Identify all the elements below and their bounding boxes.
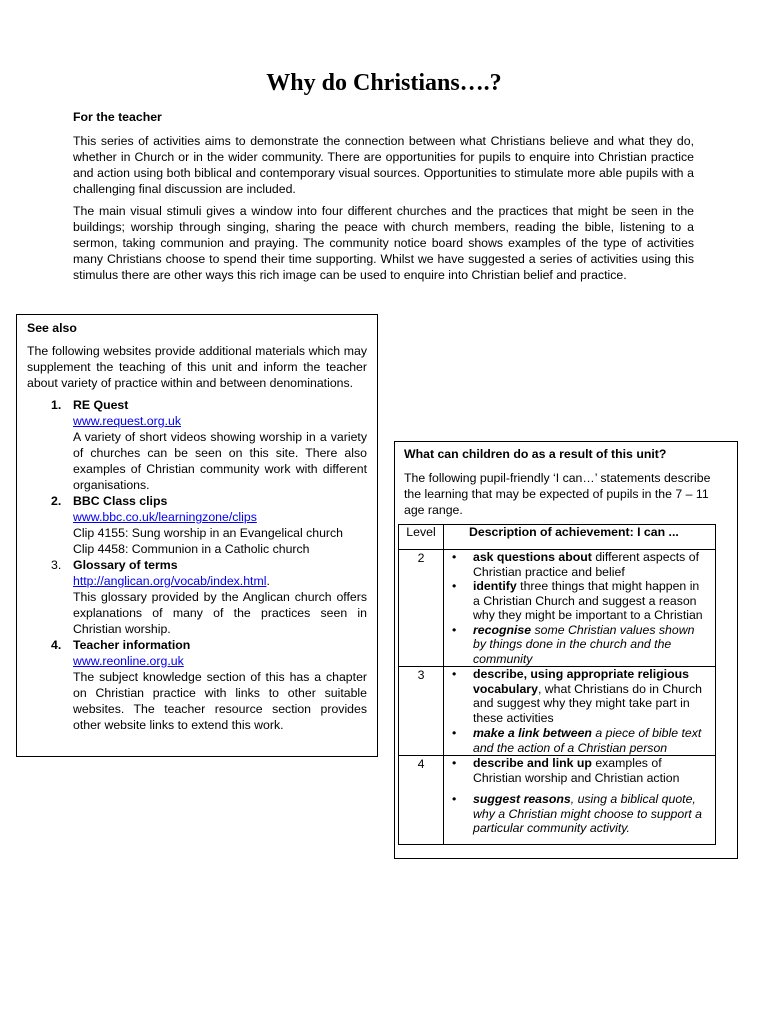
resource-item — [27, 493, 367, 557]
clip-line: Clip 4458: Communion in a Catholic church — [73, 542, 310, 556]
level-cell: 4 — [399, 756, 444, 845]
resource-name: Glossary of terms — [73, 558, 178, 572]
achievement-table — [398, 524, 716, 845]
resource-number: 3. — [51, 558, 62, 572]
level-cell: 3 — [399, 667, 444, 756]
see-also-box — [16, 314, 378, 757]
resource-name: RE Quest — [73, 398, 129, 412]
resource-link[interactable]: www.request.org.uk — [73, 414, 181, 428]
resource-list — [27, 397, 367, 733]
resource-link[interactable]: www.reonline.org.uk — [73, 654, 184, 668]
description-cell — [444, 550, 716, 667]
resource-item — [27, 557, 367, 637]
resource-description: The subject knowledge section of this has a chapter on Christian practice with links to other suitable websites. The teacher resource section provides other website links to extend this work. — [73, 670, 367, 732]
teacher-paragraph-2: The main visual stimuli gives a window into four different churches and the practices that might be seen in the buildings; worship through singing, sharing the peace with church members, reading the bible, listening to a sermon, taking communion and praying. The community notice board shows examples of the type of activities many Christians choose to spend their time supporting. Whilst we have suggested a series of activities using this stimulus there are other ways this rich image can be used to enquire into Christian belief and practice. — [73, 204, 694, 282]
teacher-section — [73, 109, 694, 289]
achievement-bullet: • ask questions about different aspects of Christian practice and belief — [444, 550, 715, 579]
see-also-heading: See also — [27, 321, 77, 335]
achievement-bullet: • describe and link up examples of Christian worship and Christian action — [444, 756, 715, 785]
clip-line: Clip 4155: Sung worship in an Evangelical church — [73, 526, 344, 540]
description-column-header: Description of achievement: I can ... — [444, 525, 716, 550]
resource-link[interactable]: www.bbc.co.uk/learningzone/clips — [73, 510, 257, 524]
achievement-bullet: • identify three things that might happen in a Christian Church and suggest a reason why they might be important to a Christian — [444, 579, 715, 623]
achievement-bullet: • make a link between a piece of bible text and the action of a Christian person — [444, 726, 715, 755]
teacher-paragraph-1: This series of activities aims to demonstrate the connection between what Christians believe and what they do, whether in Church or in the wider community. There are opportunities for pupils to enquire into Christian practice and action using both biblical and contemporary visual sources. Opportunities to stimulate more able pupils with a challenging final discussion are included. — [73, 134, 694, 196]
outcomes-intro: The following pupil-friendly ‘I can…’ statements describe the learning that may be expected of pupils in the 7 – 11 age range. — [404, 471, 711, 517]
table-header-row — [399, 525, 716, 550]
table-row — [399, 756, 716, 845]
outcomes-box — [394, 441, 738, 859]
resource-description: This glossary provided by the Anglican church offers explanations of many of the practices seen in Christian worship. — [73, 590, 367, 636]
outcomes-heading: What can children do as a result of this unit? — [404, 447, 667, 461]
link-suffix: . — [266, 574, 270, 588]
achievement-bullet: • describe, using appropriate religious vocabulary, what Christians do in Church and suggest why they might take part in these activities — [444, 667, 715, 725]
level-column-header: Level — [399, 525, 444, 550]
resource-number: 4. — [51, 638, 62, 652]
achievement-bullet: • recognise some Christian values shown by things done in the church and the community — [444, 623, 715, 667]
resource-item — [27, 397, 367, 493]
description-cell — [444, 756, 716, 845]
resource-link[interactable]: http://anglican.org/vocab/index.html — [73, 574, 267, 588]
table-row — [399, 667, 716, 756]
see-also-intro: The following websites provide additional materials which may supplement the teaching of this unit and inform the teacher about variety of practice within and between denominations. — [27, 344, 367, 390]
resource-number: 2. — [51, 494, 62, 508]
resource-name: BBC Class clips — [73, 494, 168, 508]
level-cell: 2 — [399, 550, 444, 667]
teacher-heading: For the teacher — [73, 110, 162, 124]
page-title: Why do Christians….? — [266, 70, 502, 96]
resource-name: Teacher information — [73, 638, 191, 652]
resource-description: A variety of short videos showing worship in a variety of churches can be seen on this site. There also examples of Christian community work with different organisations. — [73, 430, 367, 492]
resource-item — [27, 637, 367, 733]
description-cell — [444, 667, 716, 756]
table-row — [399, 550, 716, 667]
resource-number: 1. — [51, 398, 62, 412]
achievement-bullet: • suggest reasons, using a biblical quote, why a Christian might choose to support a particular community activity. — [444, 792, 715, 836]
